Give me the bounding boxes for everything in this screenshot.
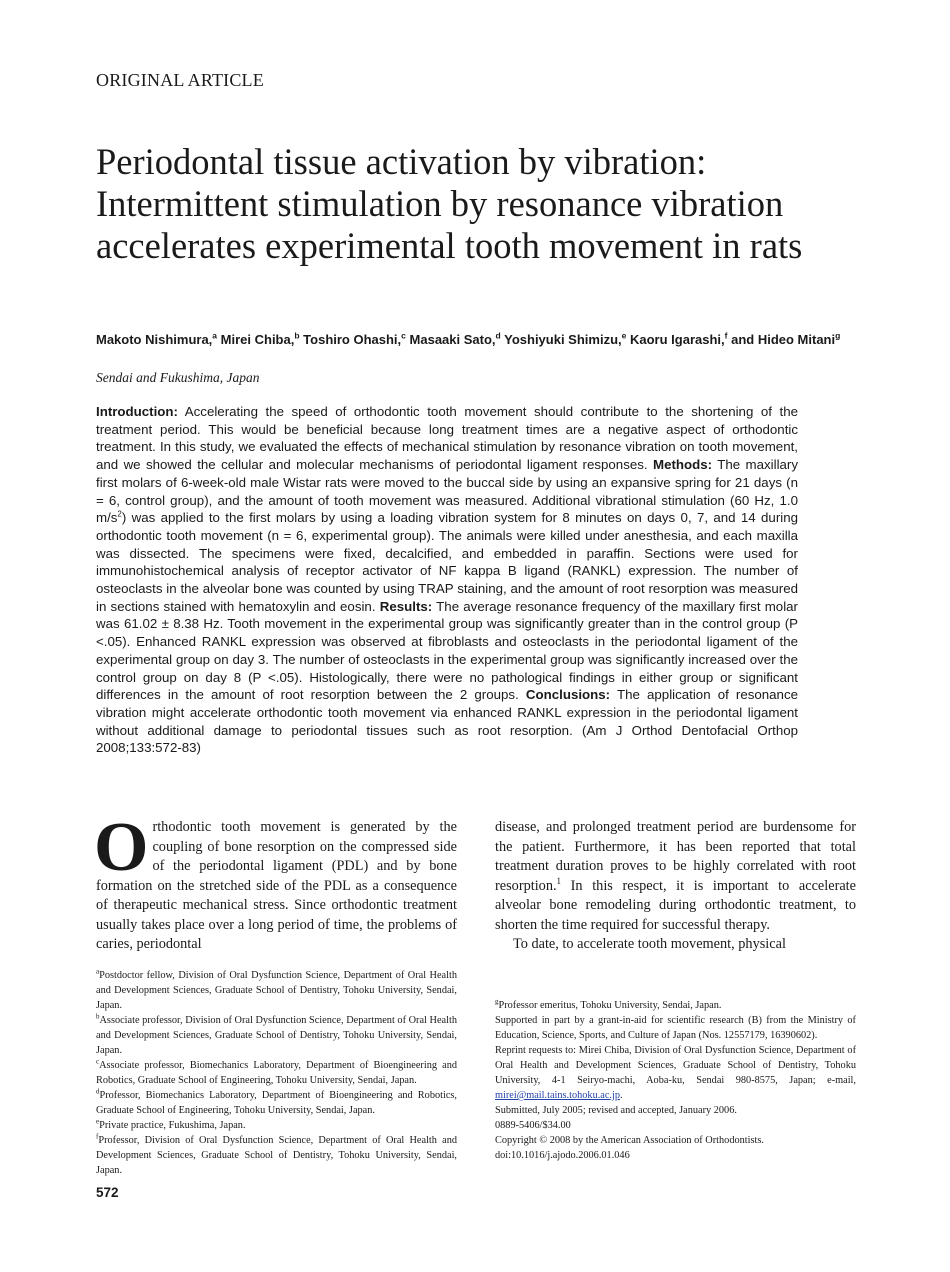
abstract-methods-label: Methods: [653,457,713,473]
author-location: Sendai and Fukushima, Japan [96,370,260,385]
abstract-conclusions-label: Conclusions: [525,687,611,703]
footnote: $^d$Professor, Biomechanics Laboratory, Department of Bioengineering and Robotics, Graduate School of Engineering, Tohoku University, Sendai, Japan. [96,1087,457,1116]
body-column-right [495,818,856,955]
issn: 0889-5406/$34.00 [495,1120,571,1131]
abstract-intro-label: Introduction: [96,404,178,419]
author: Yoshiyuki Shimizu,$^e$ [504,330,627,347]
footnote: $^f$Professor, Division of Oral Dysfunction Science, Department of Oral Health and Development Sciences, Graduate School of Dentistry, Tohoku University, Sendai, Japan. [96,1132,457,1176]
abstract-methods-text-cont: ) was applied to the first molars by using a loading vibration system for 8 minutes on days 0, 7, and 14 during orthodontic tooth movement (n = 6, experimental group). The animals were killed under anesthesia, and each maxilla was dissected. The specimens were fixed, decalcified, and embedded in paraffin. Sections were used for immunohistochemical analysis of receptor activator of NF kappa B ligand (RANKL) expression. The number of osteoclasts in the alveolar bone was counted by using TRAP staining, and the amount of root resorption was measured in sections stained with hematoxylin and eosin. [96,510,798,614]
article-type: ORIGINAL ARTICLE [96,70,264,90]
drop-cap: O [94,809,149,886]
abstract [96,403,798,757]
footnote: $^c$Associate professor, Biomechanics Laboratory, Department of Bioengineering and Robotics, Graduate School of Engineering, Tohoku University, Sendai, Japan. [96,1057,457,1086]
author: Kaoru Igarashi,$^f$ [630,330,728,347]
author: and Hideo Mitani$^g$ [731,330,841,347]
abstract-intro-text: Accelerating the speed of orthodontic tooth movement should contribute to the shortening of the treatment period. This would be beneficial because long treatment times are a negative aspect of orthodontic treatment. In this study, we evaluated the effects of mechanical stimulation by resonance vibration on tooth movement, and we showed the cellular and molecular mechanisms of periodontal ligament responses. [96,404,798,473]
publication-footnotes [495,998,856,1163]
footnote: $^g$Professor emeritus, Tohoku University, Sendai, Japan. [495,997,722,1011]
abstract-results-text: The average resonance frequency of the maxillary first molar was 61.02 ± 8.38 Hz. Tooth movement in the experimental group was significantly greater than in the control group (P <.05). Enhanced RANKL expression was observed at fibroblasts and osteoclasts in the periodontal ligament of the experimental group on day 3. The number of osteoclasts in the experimental group was significantly increased over the control group on day 8 (P <.05). Histologically, there were no pathological findings in either group or significant differences in the amount of root resorption between the 2 groups. [96,598,798,703]
body-paragraph: disease, and prolonged treatment period are burdensome for the patient. Furthermore, it has been reported that total treatment duration proves to be highly correlated with root resorption.$^1$ In this respect, it is important to accelerate alveolar bone remodeling during orthodontic treatment, to shorten the time required for successful therapy. [495,819,856,933]
abstract-methods-text: The maxillary first molars of 6-week-old male Wistar rats were moved to the buccal side by using an expansive spring for 21 days (n = 6, control group), and the amount of tooth movement was measured. Additional vibrational stimulation (60 Hz, 1.0 m/s [96,457,799,526]
citation-sup[interactable]: 1 [556,875,562,886]
abstract-results-label: Results: [379,598,433,614]
footnote: $^b$Associate professor, Division of Oral Dysfunction Science, Department of Oral Health and Development Sciences, Graduate School of Dentistry, Tohoku University, Sendai, Japan. [96,1012,457,1056]
submission-dates: Submitted, July 2005; revised and accepted, January 2006. [495,1105,737,1116]
body-paragraph: To date, to accelerate tooth movement, physical [513,936,786,952]
funding-note: Supported in part by a grant-in-aid for scientific research (B) from the Ministry of Education, Science, Sports, and Culture of Japan (Nos. 12557179, 16390602). [495,1015,856,1041]
body-column-left [94,809,457,955]
copyright: Copyright © 2008 by the American Association of Orthodontists. [495,1135,764,1146]
email-link[interactable]: mirei@mail.tains.tohoku.ac.jp [495,1090,621,1101]
author: Mirei Chiba,$^b$ [220,330,300,347]
author: Toshiro Ohashi,$^c$ [303,330,406,347]
author: Makoto Nishimura,$^a$ [96,330,218,347]
reprint-request: Reprint requests to: Mirei Chiba, Division of Oral Dysfunction Science, Department of Oral Health and Development Sciences, Graduate School of Dentistry, Tohoku University, 4-1 Seiryo-machi, Aoba-ku, Sendai 980-8575, Japan; e-mail, mirei@mail.tains.tohoku.ac.jp. [495,1045,856,1101]
page-number: 572 [96,1185,119,1200]
footnote: $^e$Private practice, Fukushima, Japan. [96,1117,246,1131]
author-list [96,330,876,349]
footnote: $^a$Postdoctor fellow, Division of Oral Dysfunction Science, Department of Oral Health and Development Sciences, Graduate School of Dentistry, Tohoku University, Sendai, Japan. [96,967,457,1011]
doi[interactable]: doi:10.1016/j.ajodo.2006.01.046 [495,1150,630,1161]
abstract-conclusions-text: The application of resonance vibration might accelerate orthodontic tooth movement via enhanced RANKL expression in the periodontal ligament without additional damage to periodontal tissues such as root resorption. (Am J Orthod Dentofacial Orthop 2008;133:572-83) [96,687,798,756]
author: Masaaki Sato,$^d$ [409,330,501,347]
article-title: Periodontal tissue activation by vibration: Intermittent stimulation by resonance vibration accelerates experimental tooth movement in rats [96,141,803,266]
affiliation-footnotes [96,968,457,1178]
body-paragraph: Orthodontic tooth movement is generated by the coupling of bone resorption on the compressed side of the periodontal ligament (PDL) and by bone formation on the stretched side of the PDL as a consequence of therapeutic mechanical stress. Since orthodontic treatment usually takes place over a long period of time, the problems of caries, periodontal [94,809,457,952]
abstract-methods-sup: 2 [117,509,122,519]
